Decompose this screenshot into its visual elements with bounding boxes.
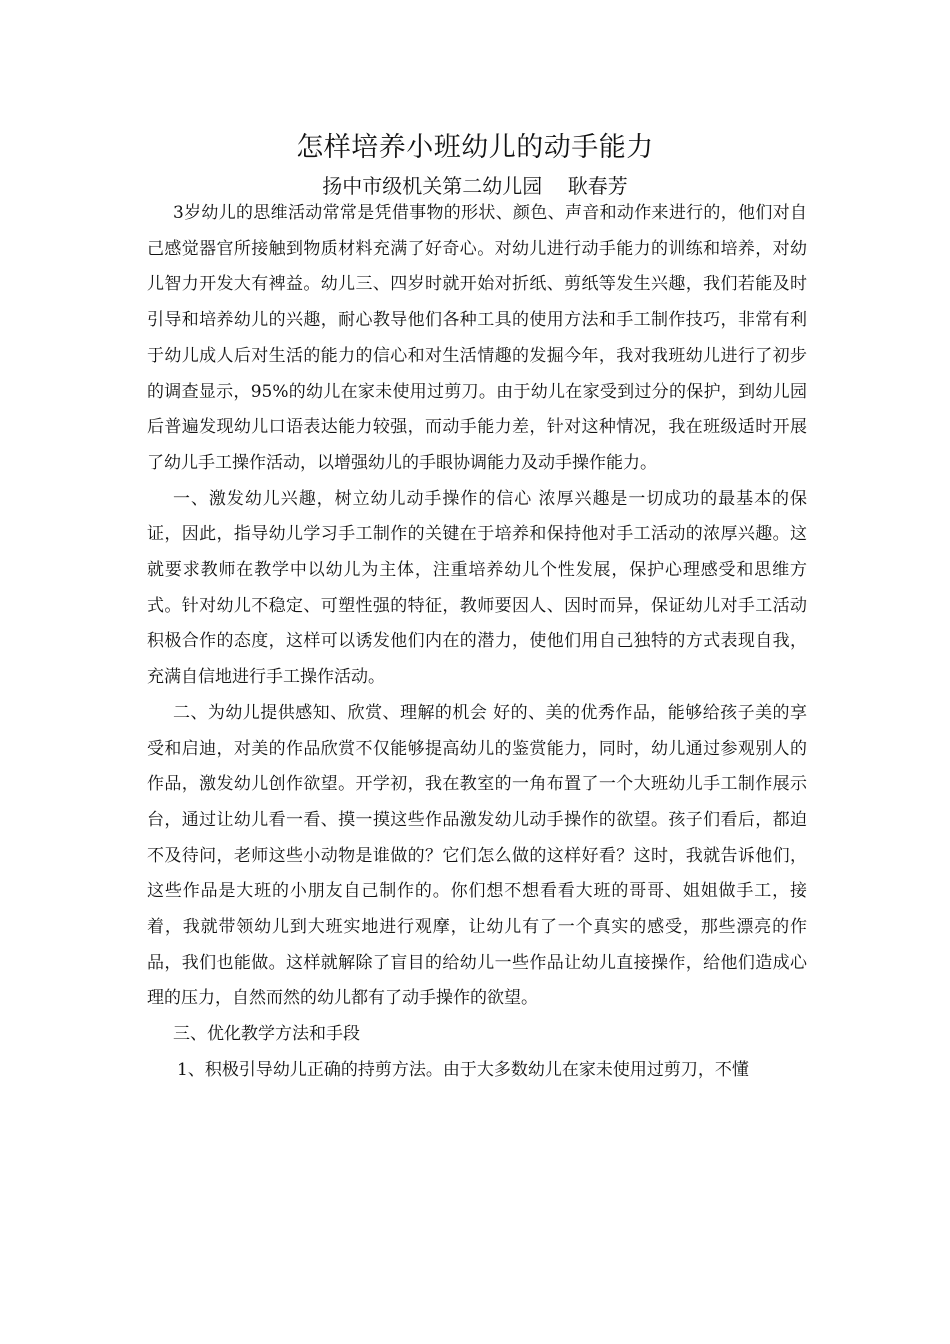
author-byline: 扬中市级机关第二幼儿园 耿春芳 bbox=[322, 174, 628, 198]
paragraph-section-three-item-one: 1、积极引导幼儿正确的持剪方法。由于大多数幼儿在家未使用过剪刀，不懂 bbox=[177, 1059, 749, 1080]
section-three-heading: 三、优化教学方法和手段 bbox=[173, 1024, 360, 1045]
document-title: 怎样培养小班幼儿的动手能力 bbox=[296, 132, 654, 163]
paragraph-section-one: 一、激发幼儿兴趣，树立幼儿动手操作的信心 浓厚兴趣是一切成功的最基本的保证，因此，指导幼儿学习手工制作的关键在于培养和保持他对手工活动的浓厚兴趣。这就要求教师在教学中以幼儿为主体，注重培养幼儿个性发展，保护心理感受和思维方式。针对幼儿不稳定、可塑性强的特征，教师要因人、因时而异，保证幼儿对手工活动积极合作的态度，这样可以诱发他们内在的潜力，使他们用自己独特的方式表现自我，充满自信地进行手工操作活动。 bbox=[147, 488, 807, 688]
document-body bbox=[147, 196, 807, 1089]
paragraph-intro: 3岁幼儿的思维活动常常是凭借事物的形状、颜色、声音和动作来进行的，他们对自己感觉器官所接触到物质材料充满了好奇心。对幼儿进行动手能力的训练和培养，对幼儿智力开发大有裨益。幼儿三、四岁时就开始对折纸、剪纸等发生兴趣，我们若能及时引导和培养幼儿的兴趣，耐心教导他们各种工具的使用方法和手工制作技巧，非常有利于幼儿成人后对生活的能力的信心和对生活情趣的发掘今年，我对我班幼儿进行了初步的调查显示，95%的幼儿在家未使用过剪刀。由于幼儿在家受到过分的保护，到幼儿园后普遍发现幼儿口语表达能力较强，而动手能力差，针对这种情况，我在班级适时开展了幼儿手工操作活动，以增强幼儿的手眼协调能力及动手操作能力。 bbox=[147, 203, 807, 473]
paragraph-section-two: 二、为幼儿提供感知、欣赏、理解的机会 好的、美的优秀作品，能够给孩子美的享受和启迪，对美的作品欣赏不仅能够提高幼儿的鉴赏能力，同时，幼儿通过参观别人的作品，激发幼儿创作欲望。开学初，我在教室的一角布置了一个大班幼儿手工制作展示台，通过让幼儿看一看、摸一摸这些作品激发幼儿动手操作的欲望。孩子们看后，都迫不及待问，老师这些小动物是谁做的？它们怎么做的这样好看？这时，我就告诉他们，这些作品是大班的小朋友自己制作的。你们想不想看看大班的哥哥、姐姐做手工，接着，我就带领幼儿到大班实地进行观摩，让幼儿有了一个真实的感受，那些漂亮的作品，我们也能做。这样就解除了盲目的给幼儿一些作品让幼儿直接操作，给他们造成心理的压力，自然而然的幼儿都有了动手操作的欲望。 bbox=[147, 702, 807, 1009]
